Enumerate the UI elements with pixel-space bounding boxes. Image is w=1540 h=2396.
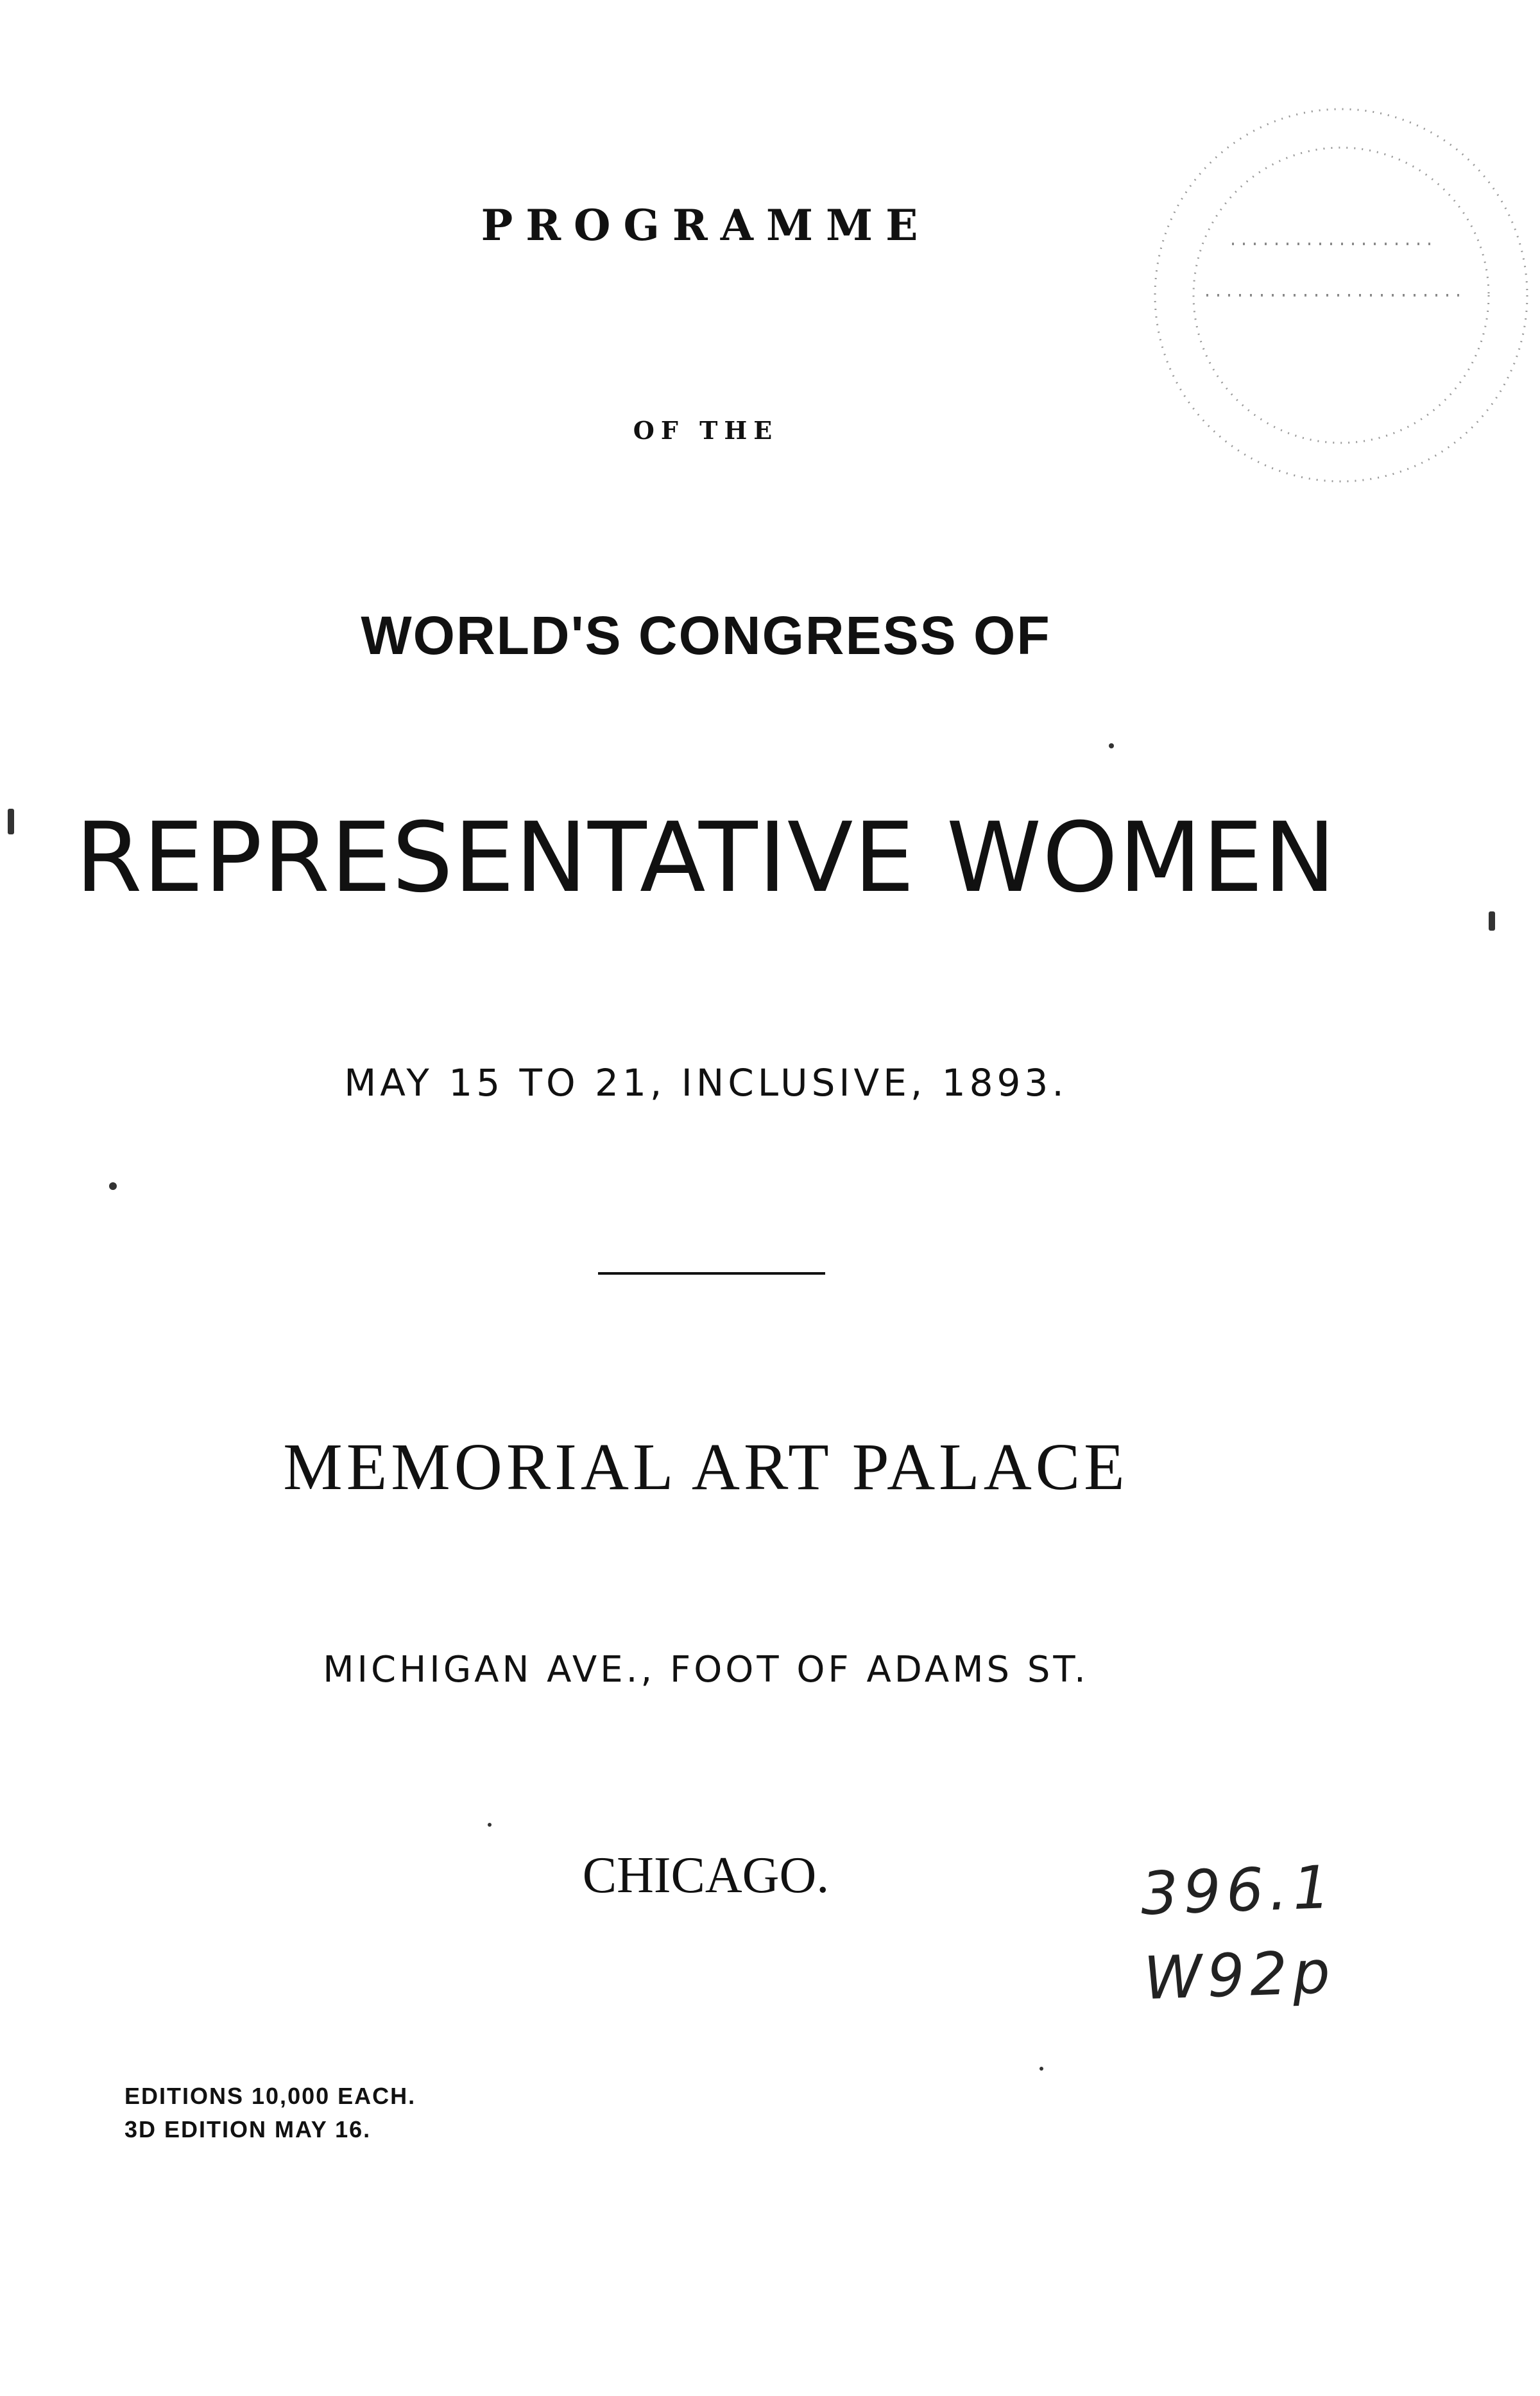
ink-speck: [488, 1823, 492, 1827]
editions-line-1: EDITIONS 10,000 EACH.: [124, 2083, 416, 2109]
venue-name: MEMORIAL ART PALACE: [283, 1430, 1129, 1504]
ink-speck: [1040, 2067, 1043, 2071]
edge-mark: [8, 809, 14, 834]
call-number-line-2: W92p: [1142, 1937, 1337, 2013]
handwritten-call-number: [1139, 1845, 1339, 2021]
editions-line-2: 3D EDITION MAY 16.: [124, 2116, 372, 2142]
date-line: MAY 15 TO 21, INCLUSIVE, 1893.: [344, 1061, 1068, 1105]
main-title: REPRESENTATIVE WOMEN: [75, 802, 1337, 914]
programme-heading: PROGRAMME: [481, 200, 931, 250]
of-the-text: OF THE: [633, 416, 779, 445]
call-number-line-1: 396.1: [1139, 1852, 1337, 1929]
divider-rule: [598, 1272, 825, 1275]
ink-speck: [1109, 743, 1114, 748]
editions-note: [124, 2080, 416, 2146]
congress-heading: WORLD'S CONGRESS OF: [361, 605, 1051, 666]
library-stamp-mark: [1129, 83, 1540, 507]
city-name: CHICAGO.: [582, 1847, 830, 1904]
edge-mark: [1489, 911, 1495, 931]
venue-address: MICHIGAN AVE., FOOT OF ADAMS ST.: [323, 1649, 1089, 1691]
ink-speck: [109, 1182, 117, 1190]
